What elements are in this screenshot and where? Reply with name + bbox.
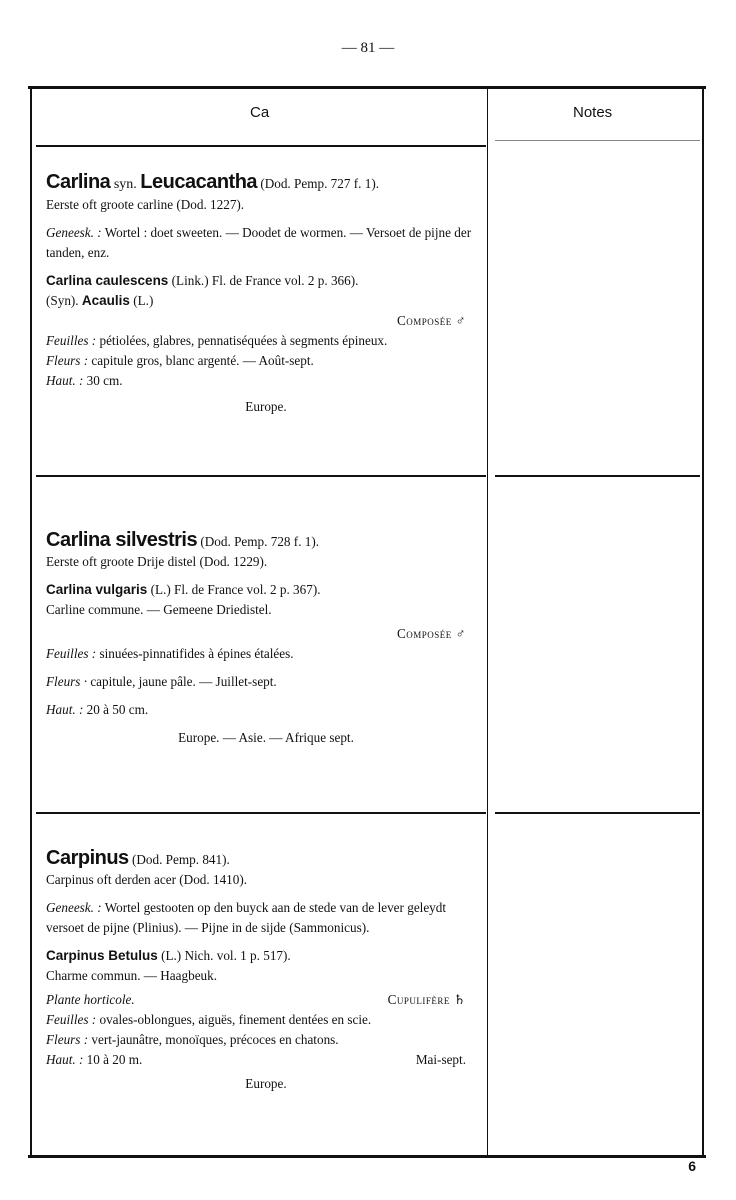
header-right: Notes xyxy=(573,104,613,121)
leaves-text: sinuées-pinnatifides à épines étalées. xyxy=(96,646,294,661)
region: Europe. xyxy=(245,1076,287,1091)
table-right-rule xyxy=(702,88,704,1158)
entry-line: Carpinus oft derden acer (Dod. 1410). xyxy=(46,872,248,887)
flowers-text: vert-jaunâtre, monoïques, précoces en chatons. xyxy=(88,1032,339,1047)
region: Europe. — Asie. — Afrique sept. xyxy=(178,730,354,745)
sub-ref: (L.) Nich. vol. 1 p. 517). xyxy=(157,948,291,963)
height-text: 20 à 50 cm. xyxy=(83,702,149,717)
leaves-text: ovales-oblongues, aiguës, finement dentées en scie. xyxy=(96,1012,372,1027)
sub2-pre: (Syn). xyxy=(46,293,82,308)
entry-title: Carlina silvestris xyxy=(46,529,198,551)
entry-divider-1 xyxy=(36,475,486,477)
header-left: Ca xyxy=(250,104,270,121)
entry-ref: (Dod. Pemp. 727 f. 1). xyxy=(257,176,380,191)
med-label: Geneesk. : xyxy=(46,225,102,240)
table-left-rule xyxy=(30,88,32,1158)
med-label: Geneesk. : xyxy=(46,900,102,915)
flowers-label: Fleurs · xyxy=(46,674,88,689)
height-text: 30 cm. xyxy=(83,373,123,388)
sub-name: Carlina caulescens xyxy=(46,273,169,288)
flowers-text: capitule gros, blanc argenté. — Août-sept. xyxy=(88,353,314,368)
family-label: Composée ♂ xyxy=(397,626,466,641)
leaves-label: Feuilles : xyxy=(46,646,97,661)
entry-line-2: Carline commune. — Gemeene Driedistel. xyxy=(46,602,272,617)
table-top-rule xyxy=(28,86,706,89)
entry-title: Carpinus xyxy=(46,847,129,869)
sub-name: Carpinus Betulus xyxy=(46,948,158,963)
plant-label: Plante horticole. xyxy=(46,992,135,1007)
column-divider xyxy=(487,88,488,1158)
flowers-text: capitule, jaune pâle. — Juillet-sept. xyxy=(87,674,277,689)
sub2-name: Acaulis xyxy=(81,293,130,308)
med-text: Wortel gestooten op den buyck aan de stede van de lever geleydt versoet de pijne (Plinius). — Pijne in de sijde (Sammonicus). xyxy=(46,900,447,935)
page-number-top: — 81 — xyxy=(341,40,395,56)
entry-divider-2 xyxy=(36,812,486,814)
leaves-text: pétiolées, glabres, pennatiséquées à segments épineux. xyxy=(96,333,388,348)
entry-ref: (Dod. Pemp. 728 f. 1). xyxy=(197,534,320,549)
height-label: Haut. : xyxy=(46,702,84,717)
family-label: Cupulifère ♄ xyxy=(387,992,466,1007)
header-rule-right xyxy=(495,140,700,141)
height-label: Haut. : xyxy=(46,373,84,388)
page-number-bottom: 6 xyxy=(688,1158,696,1174)
notes-divider-1 xyxy=(495,475,700,477)
sub-name: Carlina vulgaris xyxy=(46,582,148,597)
flowers-label: Fleurs : xyxy=(46,353,89,368)
sub2-ref: (L.) xyxy=(129,293,154,308)
entry-line: Eerste oft groote carline (Dod. 1227). xyxy=(46,197,245,212)
entry-ref: (Dod. Pemp. 841). xyxy=(128,852,230,867)
table-bottom-rule xyxy=(28,1155,706,1158)
notes-divider-2 xyxy=(495,812,700,814)
leaves-label: Feuilles : xyxy=(46,1012,97,1027)
sub-ref: (L.) Fl. de France vol. 2 p. 367). xyxy=(147,582,321,597)
entry-carlina xyxy=(46,172,486,417)
family-label: Composée ♂ xyxy=(397,313,466,328)
header-rule-left xyxy=(36,145,486,147)
entry-carlina-silvestris xyxy=(46,530,486,748)
flowers-label: Fleurs : xyxy=(46,1032,89,1047)
entry-title: Carlina xyxy=(46,171,111,193)
height-text: 10 à 20 m. xyxy=(83,1052,143,1067)
entry-syn: syn. xyxy=(110,177,141,192)
sub-ref: (Link.) Fl. de France vol. 2 p. 366). xyxy=(168,273,359,288)
season: Mai-sept. xyxy=(415,1052,466,1067)
height-label: Haut. : xyxy=(46,1052,84,1067)
entry-line: Eerste oft groote Drije distel (Dod. 1229). xyxy=(46,554,268,569)
entry-carpinus xyxy=(46,848,486,1094)
entry-title-2: Leucacantha xyxy=(140,171,258,193)
entry-line-2: Charme commun. — Haagbeuk. xyxy=(46,968,218,983)
med-text: Wortel : doet sweeten. — Doodet de wormen. — Versoet de pijne der tanden, enz. xyxy=(46,225,472,260)
region: Europe. xyxy=(245,399,287,414)
leaves-label: Feuilles : xyxy=(46,333,97,348)
